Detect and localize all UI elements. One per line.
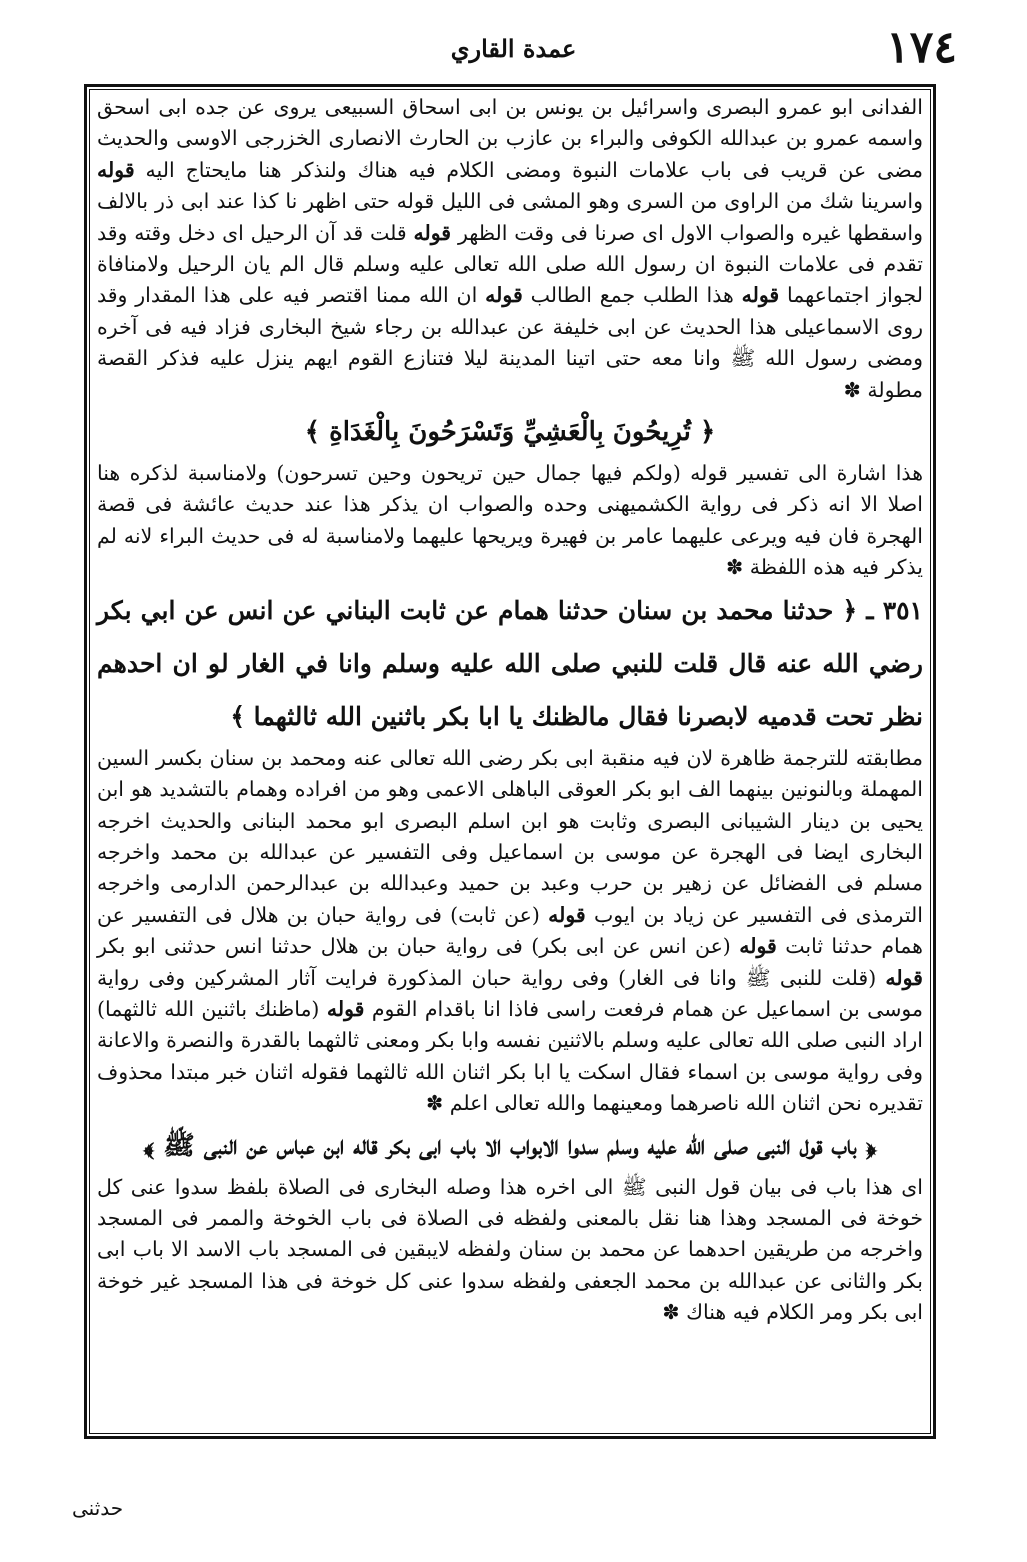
paragraph-commentary-1 bbox=[97, 92, 923, 406]
paragraph-text: (عن ثابت) فى رواية حبان بن هلال فى التفسير عن همام حدثنا ثابت bbox=[97, 902, 923, 959]
page-number: ١٧٤ bbox=[886, 22, 957, 73]
paragraph-commentary-3 bbox=[97, 743, 923, 1120]
paragraph-text: هذا الطلب جمع الطالب bbox=[530, 283, 734, 308]
paragraph-text: (ماظنك باثنين الله ثالثهما) اراد النبى صلى الله تعالى عليه وسلم بالاثنين نفسه وابا بكر ومعنى ثالثهما بالقدرة والنصرة والاعانة وفى رواية موسى بن اسماء فقال اسكت يا ابا بكر اثنان الله ثالثهما فقوله اثنان خبر مبتدا محذوف تقديره نحن اثنان الله ناصرهما ومعينهما والله تعالى اعلم ✽ bbox=[97, 996, 923, 1116]
paragraph-text: واسرينا شك من الراوى من السرى وهو المشى فى الليل قوله حتى اظهر نا كذا عند ابى ذر بالالف واسقطها غيره والصواب الاول اى صرنا فى وقت الظهر bbox=[97, 189, 923, 245]
keyword-qawluhu: قوله bbox=[885, 965, 923, 990]
paragraph-text: ان الله ممنا اقتصر فيه على هذا المقدار وقد روى الاسماعيلى هذا الحديث عن ابى خليفة عن عبدالله بن رجاء شيخ البخارى فزاد فيه فى آخره ومضى رسول الله ﷺ وانا معه حتى اتينا المدينة ليلا فتنازع القوم ايهم ينزل عليه فذكر القصة مطولة ✽ bbox=[97, 283, 923, 402]
paragraph-text: الفدانى ابو عمرو البصرى واسرائيل بن يونس بن ابى اسحاق السبيعى يروى عن جده ابى اسحق واسمه عمرو بن عبدالله الكوفى والبراء بن عازب بن الحارث الانصارى الخزرجى الاوسى والحديث مضى عن قريب فى باب علامات النبوة ومضى الكلام فيه هناك ولنذكر هنا مايحتاج اليه bbox=[97, 95, 923, 182]
paragraph-text: (قلت للنبى ﷺ وانا فى الغار) وفى رواية حبان المذكورة فرايت آثار المشركين وفى رواية موسى بن اسماعيل عن همام فرفعت راسى فاذا انا باقدام القوم bbox=[97, 965, 923, 1021]
hadith-text bbox=[97, 584, 923, 743]
keyword-qawluhu: قوله bbox=[548, 902, 586, 927]
paragraph-text: (عن انس عن ابى بكر) فى رواية حبان بن هلال حدثنا انس حدثنى ابو بكر bbox=[97, 934, 731, 959]
keyword-qawluhu: قوله bbox=[485, 283, 523, 308]
text-body bbox=[97, 92, 923, 1329]
keyword-qawluhu: قوله bbox=[326, 996, 365, 1021]
keyword-qawluhu: قوله bbox=[739, 934, 777, 959]
catchword: حدثنى bbox=[72, 1496, 124, 1520]
hadith-number: ٣٥١ ـ bbox=[866, 595, 923, 625]
section-heading-verse: ﴿ تُرِيحُونَ بِالْعَشِيِّ وَتَسْرَحُونَ بِالْغَدَاةِ ﴾ bbox=[304, 417, 716, 448]
section-heading-bab: ﴿ باب قول النبى صلى الله عليه وسلم سدوا الابواب الا باب ابى بكر قاله ابن عباس عن النبى ﷺ ﴾ bbox=[143, 1130, 877, 1161]
keyword-qawluhu: قوله bbox=[413, 220, 452, 245]
running-title: عمدة القاري bbox=[450, 34, 577, 63]
hadith-body: ﴿ حدثنا محمد بن سنان حدثنا همام عن ثابت البناني عن انس عن ابي بكر رضي الله عنه قال قلت للنبي صلى الله عليه وسلم وانا في الغار لو ان احدهم نظر تحت قدميه لابصرنا فقال مالظنك يا ابا بكر باثنين الله ثالثهما ﴾ bbox=[97, 595, 923, 731]
keyword-qawluhu: قوله bbox=[97, 157, 135, 182]
keyword-qawluhu: قوله bbox=[741, 283, 780, 308]
paragraph-commentary-2: هذا اشارة الى تفسير قوله (ولكم فيها جمال حين تريحون وحين تسرحون) ولامناسبة لذكره هنا اصلا الا انه ذكر فى رواية الكشميهنى وحده والصواب ان يذكر هذا عند حديث عائشة فى قصة الهجرة فان فيه ويرعى عليهما عامر بن فهيرة ويريحها عليهما ولامناسبة له فى حديث البراء لانه لم يذكر فيه هذه اللفظة ✽ bbox=[97, 461, 924, 580]
paragraph-text: قلت قد آن الرحيل اى دخل وقته وقد تقدم فى علامات النبوة ان رسول الله صلى الله تعالى عليه وسلم قال الم يان الرحيل ولامنافاة لجواز اجتماعهما bbox=[97, 220, 923, 308]
paragraph-text: مطابقته للترجمة ظاهرة لان فيه منقبة ابى بكر رضى الله تعالى عنه ومحمد بن سنان بكسر السين المهملة وبالنونين بينهما الف ابو بكر العوقى الباهلى الاعمى وهو من افراده وهمام بالتشديد هو ابن يحيى بن دينار الشيبانى البصرى وثابت هو ابن اسلم البصرى ابو محمد البنانى والحديث اخرجه البخارى ايضا فى الهجرة عن موسى بن اسماعيل وفى التفسير عن عبدالله بن محمد واخرجه مسلم فى الفضائل عن زهير بن حرب وعبد بن حميد وعبدالله بن عبدالرحمن الدارمى واخرجه الترمذى فى التفسير عن زياد بن ايوب bbox=[97, 745, 923, 927]
paragraph-commentary-4: اى هذا باب فى بيان قول النبى ﷺ الى اخره هذا وصله البخارى فى الصلاة بلفظ سدوا عنى كل خوخة فى المسجد وهذا هنا نقل بالمعنى ولفظه فى الصلاة فى باب الخوخة والممر فى المسجد واخرجه من طريقين احدهما عن محمد بن سنان ولفظه لايبقين فى المسجد باب الاسد الا باب ابى بكر والثانى عن عبدالله بن محمد الجعفى ولفظه سدوا عنى كل خوخة فى هذا المسجد غير خوخة ابى بكر ومر الكلام فيه هناك ✽ bbox=[97, 1174, 923, 1325]
